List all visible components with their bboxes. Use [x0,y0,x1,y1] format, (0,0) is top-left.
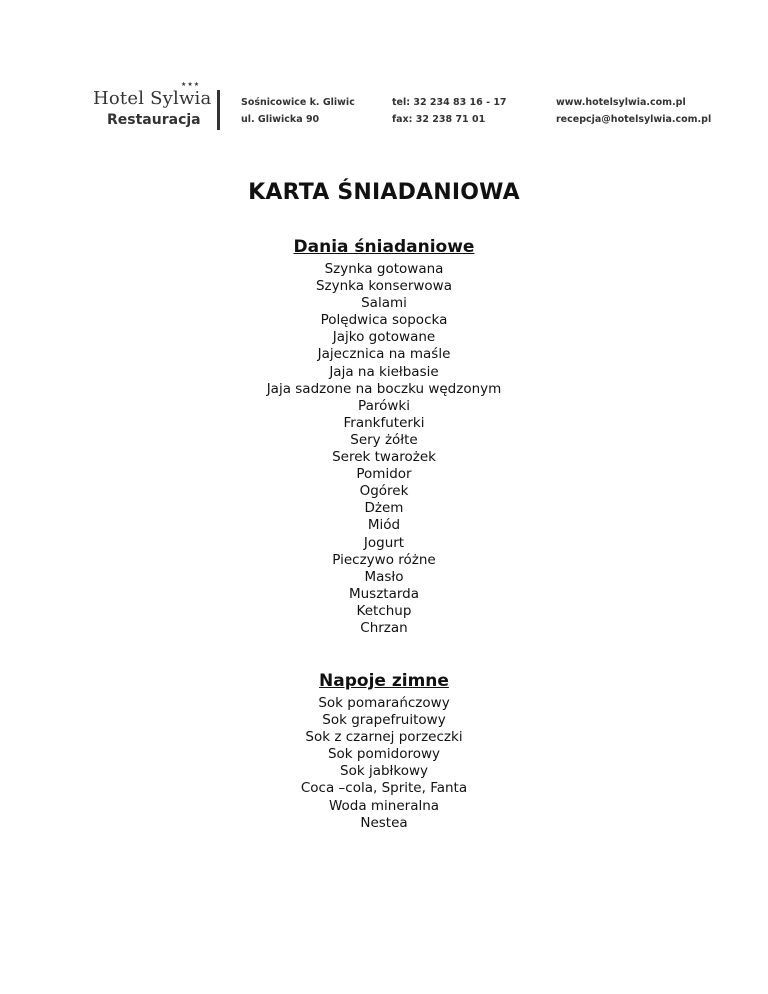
menu-item: Jajko gotowane [332,329,436,346]
header-divider [217,90,220,130]
logo-stars: ★★★ [181,81,201,88]
menu-item: Sok grapefruitowy [322,712,446,729]
address-street: ul. Gliwicka 90 [241,114,320,125]
menu-item: Frankfuterki [343,414,425,431]
phone-number: tel: 32 234 83 16 - 17 [392,97,507,108]
logo-name: Hotel Sylwia [93,88,212,109]
menu-item: Ogórek [359,483,409,500]
menu-item: Jajecznica na maśle [317,346,451,363]
menu-item: Salami [361,295,407,312]
menu-item: Dżem [364,500,404,517]
item-list [0,695,768,832]
section-cold-drinks [0,670,768,832]
menu-item: Sok jabłkowy [340,763,428,780]
menu-title: KARTA ŚNIADANIOWA [248,180,520,205]
menu-item: Sok pomidorowy [327,746,441,763]
menu-item: Pomidor [356,466,412,483]
address-location: Sośnicowice k. Gliwic [241,97,355,108]
section-breakfast-dishes [0,236,768,637]
menu-item: Woda mineralna [328,797,440,814]
menu-item: Jaja sadzone na boczku wędzonym [266,380,502,397]
letterhead [0,0,768,140]
menu-item: Szynka konserwowa [315,278,452,295]
menu-item: Jaja na kiełbasie [329,363,439,380]
menu-item: Ketchup [356,602,412,619]
menu-item: Serek twarożek [332,449,436,466]
menu-item: Chrzan [360,619,408,636]
menu-item: Musztarda [348,585,420,602]
section-heading: Dania śniadaniowe [293,237,475,257]
menu-item: Sok z czarnej porzeczki [305,729,463,746]
menu-item: Jogurt [363,534,405,551]
menu-item: Sery żółte [350,431,418,448]
menu-item: Masło [364,568,404,585]
menu-item: Parówki [358,397,410,414]
menu-item: Nestea [360,814,408,831]
logo-subtitle: Restauracja [107,112,201,128]
menu-item: Coca –cola, Sprite, Fanta [300,780,468,797]
menu-item: Pieczywo różne [332,551,436,568]
menu-item: Sok pomarańczowy [318,695,450,711]
email-link[interactable]: recepcja@hotelsylwia.com.pl [556,114,712,125]
menu-item: Polędwica sopocka [320,312,448,329]
hotel-logo [93,81,212,128]
section-heading: Napoje zimne [319,671,449,691]
menu-item: Szynka gotowana [324,261,444,277]
fax-number: fax: 32 238 71 01 [392,114,486,125]
item-list [0,261,768,637]
menu-item: Miód [367,517,401,534]
website-link[interactable]: www.hotelsylwia.com.pl [556,97,686,108]
